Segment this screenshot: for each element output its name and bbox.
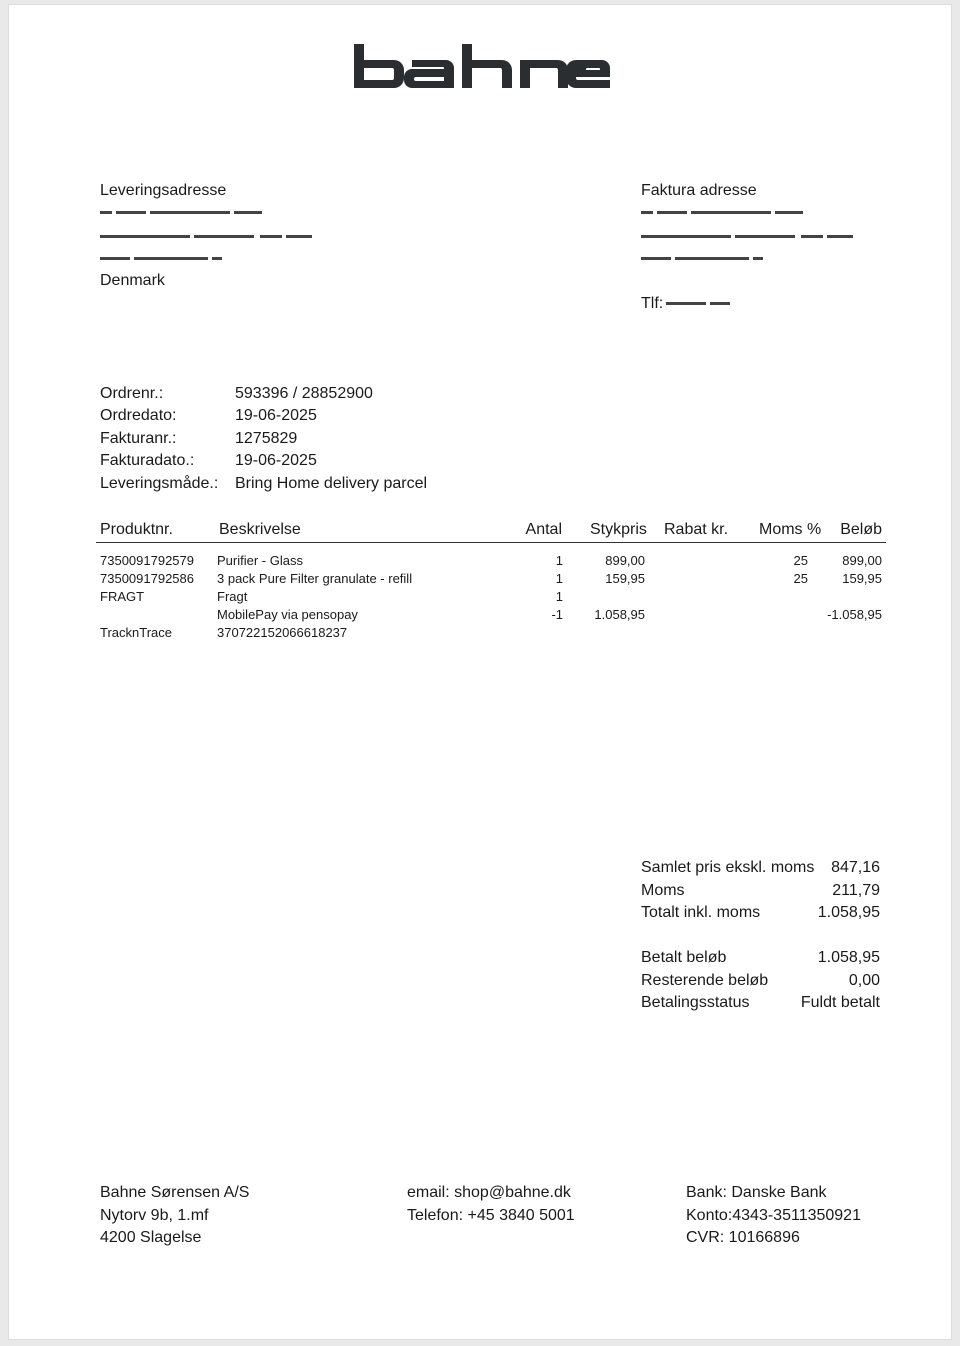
delivery-method-value: Bring Home delivery parcel xyxy=(235,475,428,492)
payment-status-value: Fuldt betalt xyxy=(800,994,880,1011)
cell-moms: 25 xyxy=(793,571,808,586)
cell-antal: 1 xyxy=(555,571,563,586)
table-header-divider xyxy=(96,542,886,543)
order-date-label: Ordredato: xyxy=(100,407,177,424)
vat-value: 211,79 xyxy=(832,882,880,899)
invoice-number-value: 1275829 xyxy=(235,430,298,447)
cell-stykpris: 1.058,95 xyxy=(594,607,645,622)
paid-amount-value: 1.058,95 xyxy=(817,949,880,966)
footer-email: email: shop@bahne.dk xyxy=(407,1184,571,1201)
footer-bank: Bank: Danske Bank xyxy=(686,1184,827,1201)
vat-label: Moms xyxy=(641,882,685,899)
col-header-rabat: Rabat kr. xyxy=(664,521,729,538)
cell-moms: 25 xyxy=(793,553,808,568)
invoice-number-label: Fakturanr.: xyxy=(100,430,177,447)
cell-stykpris: 899,00 xyxy=(605,553,645,568)
cell-produktnr: 7350091792579 xyxy=(100,553,194,568)
total-label: Totalt inkl. moms xyxy=(641,904,761,921)
delivery-heading: Leveringsadresse xyxy=(100,182,227,199)
order-number-label: Ordrenr.: xyxy=(100,385,164,402)
cell-beskrivelse: Purifier - Glass xyxy=(217,553,303,568)
footer-phone: Telefon: +45 3840 5001 xyxy=(407,1207,575,1224)
col-header-stykpris: Stykpris xyxy=(590,521,647,538)
cell-antal: 1 xyxy=(555,553,563,568)
cell-produktnr: FRAGT xyxy=(100,589,145,604)
redacted-invoice-city xyxy=(641,254,763,263)
col-header-belob: Beløb xyxy=(840,521,882,538)
redacted-city xyxy=(100,254,222,263)
cell-stykpris: 159,95 xyxy=(605,571,645,586)
cell-antal: -1 xyxy=(551,607,563,622)
remaining-amount-value: 0,00 xyxy=(848,972,880,989)
cell-beskrivelse: 3 pack Pure Filter granulate - refill xyxy=(217,571,413,586)
total-value: 1.058,95 xyxy=(817,904,880,921)
cell-produktnr: 7350091792586 xyxy=(100,571,194,586)
logo-text: bahne xyxy=(352,40,355,41)
payment-status-label: Betalingsstatus xyxy=(641,994,750,1011)
order-number-value: 593396 / 28852900 xyxy=(235,385,373,402)
col-header-moms: Moms % xyxy=(759,521,822,538)
order-date-value: 19-06-2025 xyxy=(235,407,317,424)
invoice-date-label: Fakturadato.: xyxy=(100,452,195,469)
cell-antal: 1 xyxy=(555,589,563,604)
cell-belob: 899,00 xyxy=(842,553,882,568)
col-header-produktnr: Produktnr. xyxy=(100,521,173,538)
redacted-name xyxy=(100,208,262,217)
redacted-street xyxy=(100,232,312,241)
footer-company-street: Nytorv 9b, 1.mf xyxy=(100,1207,209,1224)
cell-tracking-number: 370722152066618237 xyxy=(217,625,348,640)
redacted-invoice-name xyxy=(641,208,803,217)
invoice-page xyxy=(8,4,952,1340)
subtotal-label: Samlet pris ekskl. moms xyxy=(641,859,815,876)
redacted-phone xyxy=(666,299,730,308)
invoice-date-value: 19-06-2025 xyxy=(235,452,317,469)
cell-produktnr: TracknTrace xyxy=(100,625,172,640)
cell-belob: -1.058,95 xyxy=(827,607,882,622)
cell-belob: 159,95 xyxy=(842,571,882,586)
paid-amount-label: Betalt beløb xyxy=(641,949,727,966)
remaining-amount-label: Resterende beløb xyxy=(641,972,769,989)
cell-beskrivelse: MobilePay via pensopay xyxy=(217,607,358,622)
col-header-beskrivelse: Beskrivelse xyxy=(219,521,301,538)
cell-beskrivelse: Fragt xyxy=(217,589,248,604)
redacted-invoice-street xyxy=(641,232,853,241)
footer-company-name: Bahne Sørensen A/S xyxy=(100,1184,250,1201)
delivery-method-label: Leveringsmåde.: xyxy=(100,475,219,492)
footer-account: Konto:4343-3511350921 xyxy=(686,1207,861,1224)
delivery-country: Denmark xyxy=(100,272,165,289)
subtotal-value: 847,16 xyxy=(831,859,880,876)
footer-cvr: CVR: 10166896 xyxy=(686,1229,800,1246)
bahne-logo xyxy=(352,40,612,92)
footer-company-city: 4200 Slagelse xyxy=(100,1229,202,1246)
phone-label: Tlf: xyxy=(641,295,664,312)
col-header-antal: Antal xyxy=(525,521,562,538)
invoice-address-heading: Faktura adresse xyxy=(641,182,757,199)
